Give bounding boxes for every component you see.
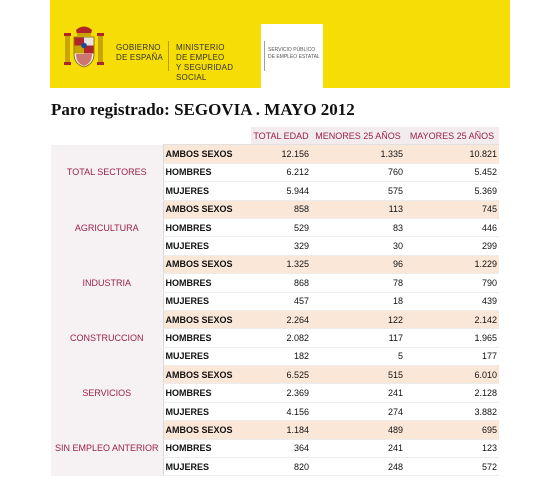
value-cell: 12.156: [251, 145, 311, 163]
value-cell: 83: [311, 218, 405, 236]
value-cell: 2.264: [251, 310, 311, 328]
value-cell: 1.325: [251, 255, 311, 273]
table-body: [51, 145, 499, 476]
value-cell: 4.156: [251, 402, 311, 420]
value-cell: 515: [311, 366, 405, 384]
gobierno-label: GOBIERNO DE ESPAÑA: [116, 43, 163, 62]
header-divider: [168, 41, 169, 71]
table-header-row: [51, 127, 499, 145]
header-blank-cell: [163, 127, 251, 145]
sex-label: AMBOS SEXOS: [163, 200, 251, 218]
value-cell: 446: [405, 218, 499, 236]
value-cell: 364: [251, 439, 311, 457]
page-title: Paro registrado: SEGOVIA . MAYO 2012: [51, 100, 355, 119]
value-cell: 1.229: [405, 255, 499, 273]
sex-label: AMBOS SEXOS: [163, 366, 251, 384]
sex-label: AMBOS SEXOS: [163, 145, 251, 163]
unemployment-table: [51, 127, 499, 476]
table-row: [51, 421, 499, 439]
value-cell: 529: [251, 218, 311, 236]
value-cell: 241: [311, 439, 405, 457]
sex-label: MUJERES: [163, 182, 251, 200]
sector-label: CONSTRUCCION: [51, 310, 163, 365]
table-row: [51, 200, 499, 218]
sex-label: HOMBRES: [163, 163, 251, 181]
value-cell: 248: [311, 458, 405, 476]
table-row: [51, 145, 499, 163]
value-cell: 1.184: [251, 421, 311, 439]
value-cell: 858: [251, 200, 311, 218]
column-header: MENORES 25 AÑOS: [311, 127, 405, 145]
value-cell: 113: [311, 200, 405, 218]
value-cell: 182: [251, 347, 311, 365]
value-cell: 122: [311, 310, 405, 328]
sex-label: HOMBRES: [163, 218, 251, 236]
sex-label: HOMBRES: [163, 439, 251, 457]
value-cell: 10.821: [405, 145, 499, 163]
sex-label: MUJERES: [163, 237, 251, 255]
value-cell: 30: [311, 237, 405, 255]
value-cell: 760: [311, 163, 405, 181]
sector-label: AGRICULTURA: [51, 200, 163, 255]
sex-label: MUJERES: [163, 402, 251, 420]
value-cell: 78: [311, 274, 405, 292]
sex-label: HOMBRES: [163, 329, 251, 347]
sex-label: MUJERES: [163, 347, 251, 365]
sex-label: AMBOS SEXOS: [163, 255, 251, 273]
value-cell: 2.142: [405, 310, 499, 328]
value-cell: 18: [311, 292, 405, 310]
sector-label: SERVICIOS: [51, 366, 163, 421]
servicio-label: SERVICIO PÚBLICO DE EMPLEO ESTATAL: [268, 47, 320, 60]
value-cell: 3.882: [405, 402, 499, 420]
value-cell: 177: [405, 347, 499, 365]
value-cell: 695: [405, 421, 499, 439]
value-cell: 6.010: [405, 366, 499, 384]
value-cell: 439: [405, 292, 499, 310]
table-row: [51, 366, 499, 384]
value-cell: 123: [405, 439, 499, 457]
coat-of-arms-logo: [64, 24, 104, 72]
value-cell: 868: [251, 274, 311, 292]
value-cell: 2.369: [251, 384, 311, 402]
value-cell: 1.335: [311, 145, 405, 163]
sex-label: HOMBRES: [163, 274, 251, 292]
sex-label: MUJERES: [163, 292, 251, 310]
value-cell: 2.082: [251, 329, 311, 347]
value-cell: 329: [251, 237, 311, 255]
sex-label: AMBOS SEXOS: [163, 310, 251, 328]
value-cell: 6.212: [251, 163, 311, 181]
value-cell: 299: [405, 237, 499, 255]
sector-label: SIN EMPLEO ANTERIOR: [51, 421, 163, 476]
value-cell: 2.128: [405, 384, 499, 402]
value-cell: 274: [311, 402, 405, 420]
value-cell: 457: [251, 292, 311, 310]
value-cell: 820: [251, 458, 311, 476]
value-cell: 241: [311, 384, 405, 402]
value-cell: 572: [405, 458, 499, 476]
value-cell: 5.369: [405, 182, 499, 200]
value-cell: 5.452: [405, 163, 499, 181]
value-cell: 790: [405, 274, 499, 292]
table-row: [51, 255, 499, 273]
value-cell: 117: [311, 329, 405, 347]
sector-label: INDUSTRIA: [51, 255, 163, 310]
value-cell: 489: [311, 421, 405, 439]
column-header: TOTAL EDAD: [251, 127, 311, 145]
value-cell: 96: [311, 255, 405, 273]
header-blank-cell: [51, 127, 163, 145]
sex-label: MUJERES: [163, 458, 251, 476]
table-row: [51, 310, 499, 328]
value-cell: 745: [405, 200, 499, 218]
ministerio-label: MINISTERIO DE EMPLEO Y SEGURIDAD SOCIAL: [176, 43, 234, 82]
sepe-divider: [264, 41, 265, 71]
value-cell: 6.525: [251, 366, 311, 384]
column-header: MAYORES 25 AÑOS: [405, 127, 499, 145]
value-cell: 5: [311, 347, 405, 365]
sex-label: AMBOS SEXOS: [163, 421, 251, 439]
value-cell: 5.944: [251, 182, 311, 200]
value-cell: 575: [311, 182, 405, 200]
value-cell: 1.965: [405, 329, 499, 347]
sector-label: TOTAL SECTORES: [51, 145, 163, 200]
sex-label: HOMBRES: [163, 384, 251, 402]
